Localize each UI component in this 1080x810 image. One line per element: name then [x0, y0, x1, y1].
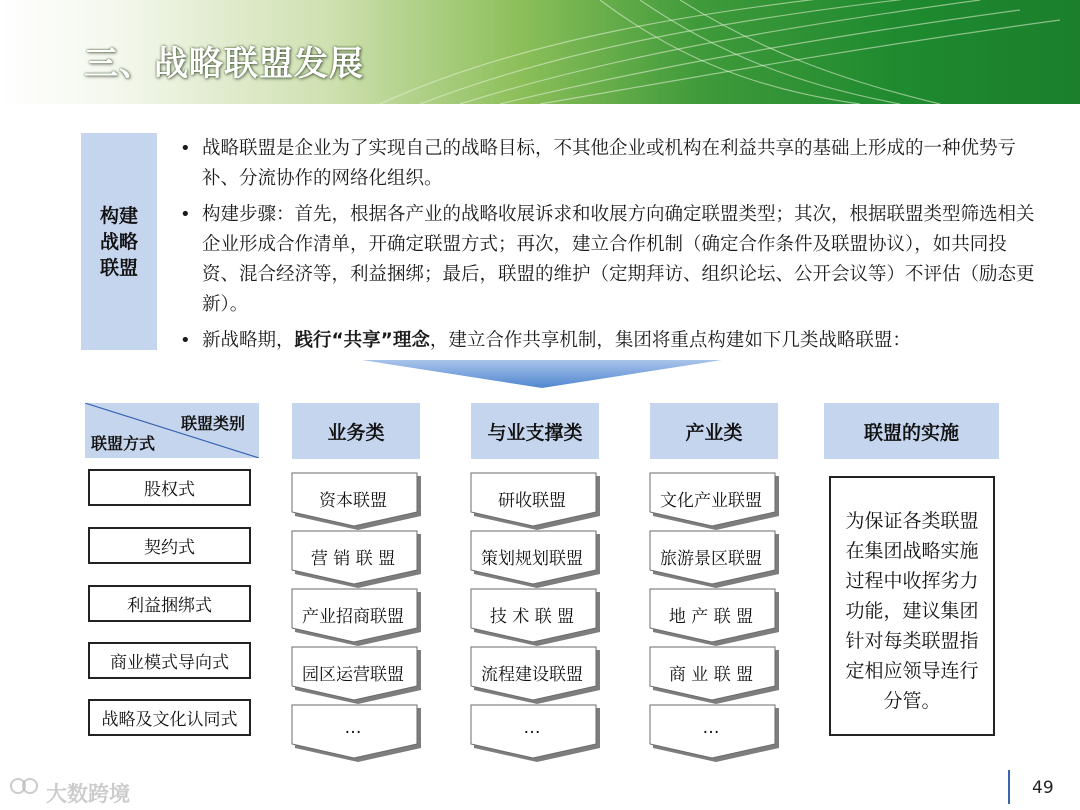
page-number: 49 [1032, 778, 1054, 798]
mode-box: 股权式 [88, 469, 251, 506]
chevron-label: 园区运营联盟 [302, 665, 404, 685]
chevron-item [470, 472, 600, 532]
chevron-label: 资本联盟 [319, 491, 387, 511]
chevron-label: … [702, 718, 720, 738]
page-title: 三、战略联盟发展 [84, 44, 364, 84]
implementation-text-box: 为保证各类联盟在集团战略实施过程中收挥劣力功能，建议集团针对每类联盟指定相应领导连行分管。 [829, 476, 995, 736]
bullet-bold-text: 践行“共享”理念 [294, 330, 430, 351]
chevron-item [291, 530, 421, 590]
category-header-industry: 产业类 [650, 403, 778, 459]
bullet-steps [180, 200, 1040, 320]
chevron-item [470, 530, 600, 590]
mode-box: 契约式 [88, 527, 251, 564]
chevron-item [649, 472, 779, 532]
chevron-label: 产业招商联盟 [302, 607, 404, 627]
chevron-label: 技 术 联 盟 [489, 607, 575, 627]
chevron-item [291, 588, 421, 648]
corner-category-label: 联盟类别 [180, 414, 245, 433]
header-banner [0, 0, 1080, 104]
down-arrow-icon [362, 360, 722, 390]
chevron-label: 流程建设联盟 [481, 665, 583, 685]
bullet-new-strategy [180, 326, 1040, 356]
bullet-pre-text: 新战略期， [202, 330, 295, 351]
chevron-label: … [344, 718, 362, 738]
mode-box: 战略及文化认同式 [88, 699, 251, 736]
mode-box: 商业模式导向式 [88, 642, 251, 679]
chevron-label: 营 销 联 盟 [310, 549, 396, 569]
chevron-item [470, 704, 600, 764]
chevron-item [470, 588, 600, 648]
chevron-label: 文化产业联盟 [660, 491, 762, 511]
chevron-item [291, 704, 421, 764]
chevron-label: 旅游景区联盟 [660, 549, 762, 569]
bullet-definition [180, 134, 1040, 194]
bullet-text: 构建步骤：首先，根据各产业的战略收展诉求和收展方向确定联盟类型；其次，根据联盟类型筛选相关企业形成合作清单，开确定联盟方式；再次，建立合作机制（确定合作条件及联盟协议），如共同投资、混合经济等，利益捆绑；最后，联盟的维护（定期拜访、组织论坛、公开会议等）不评估（励态更新）。 [202, 204, 1035, 315]
implementation-header: 联盟的实施 [824, 403, 999, 459]
footer-divider [1008, 770, 1010, 804]
matrix-corner-header [85, 403, 259, 458]
chevron-item [649, 588, 779, 648]
bullet-text: 战略联盟是企业为了实现自己的战略目标，不其他企业或机构在利益共享的基础上形成的一种优势亏补、分流协作的网络化组织。 [202, 138, 1017, 189]
chevron-label: 商 业 联 盟 [668, 665, 754, 685]
mode-box: 利益捆绑式 [88, 585, 251, 622]
watermark-logo-icon [8, 774, 42, 802]
side-label-box [81, 133, 157, 350]
chevron-label: 研收联盟 [498, 491, 566, 511]
category-header-support: 与业支撑类 [471, 403, 599, 459]
chevron-item [470, 646, 600, 706]
chevron-item [291, 472, 421, 532]
intro-bullets [180, 134, 1040, 362]
side-label: 构建战略联盟 [99, 204, 138, 279]
chevron-label: 地 产 联 盟 [668, 607, 754, 627]
chevron-item [649, 704, 779, 764]
chevron-item [649, 530, 779, 590]
chevron-label: … [523, 718, 541, 738]
category-header-business: 业务类 [292, 403, 420, 459]
chevron-item [649, 646, 779, 706]
bullet-post-text: ，建立合作共享机制，集团将重点构建如下几类战略联盟： [429, 330, 911, 351]
watermark-text: 大数跨境 [46, 782, 130, 806]
chevron-label: 策划规划联盟 [481, 549, 583, 569]
corner-mode-label: 联盟方式 [91, 434, 156, 453]
chevron-item [291, 646, 421, 706]
